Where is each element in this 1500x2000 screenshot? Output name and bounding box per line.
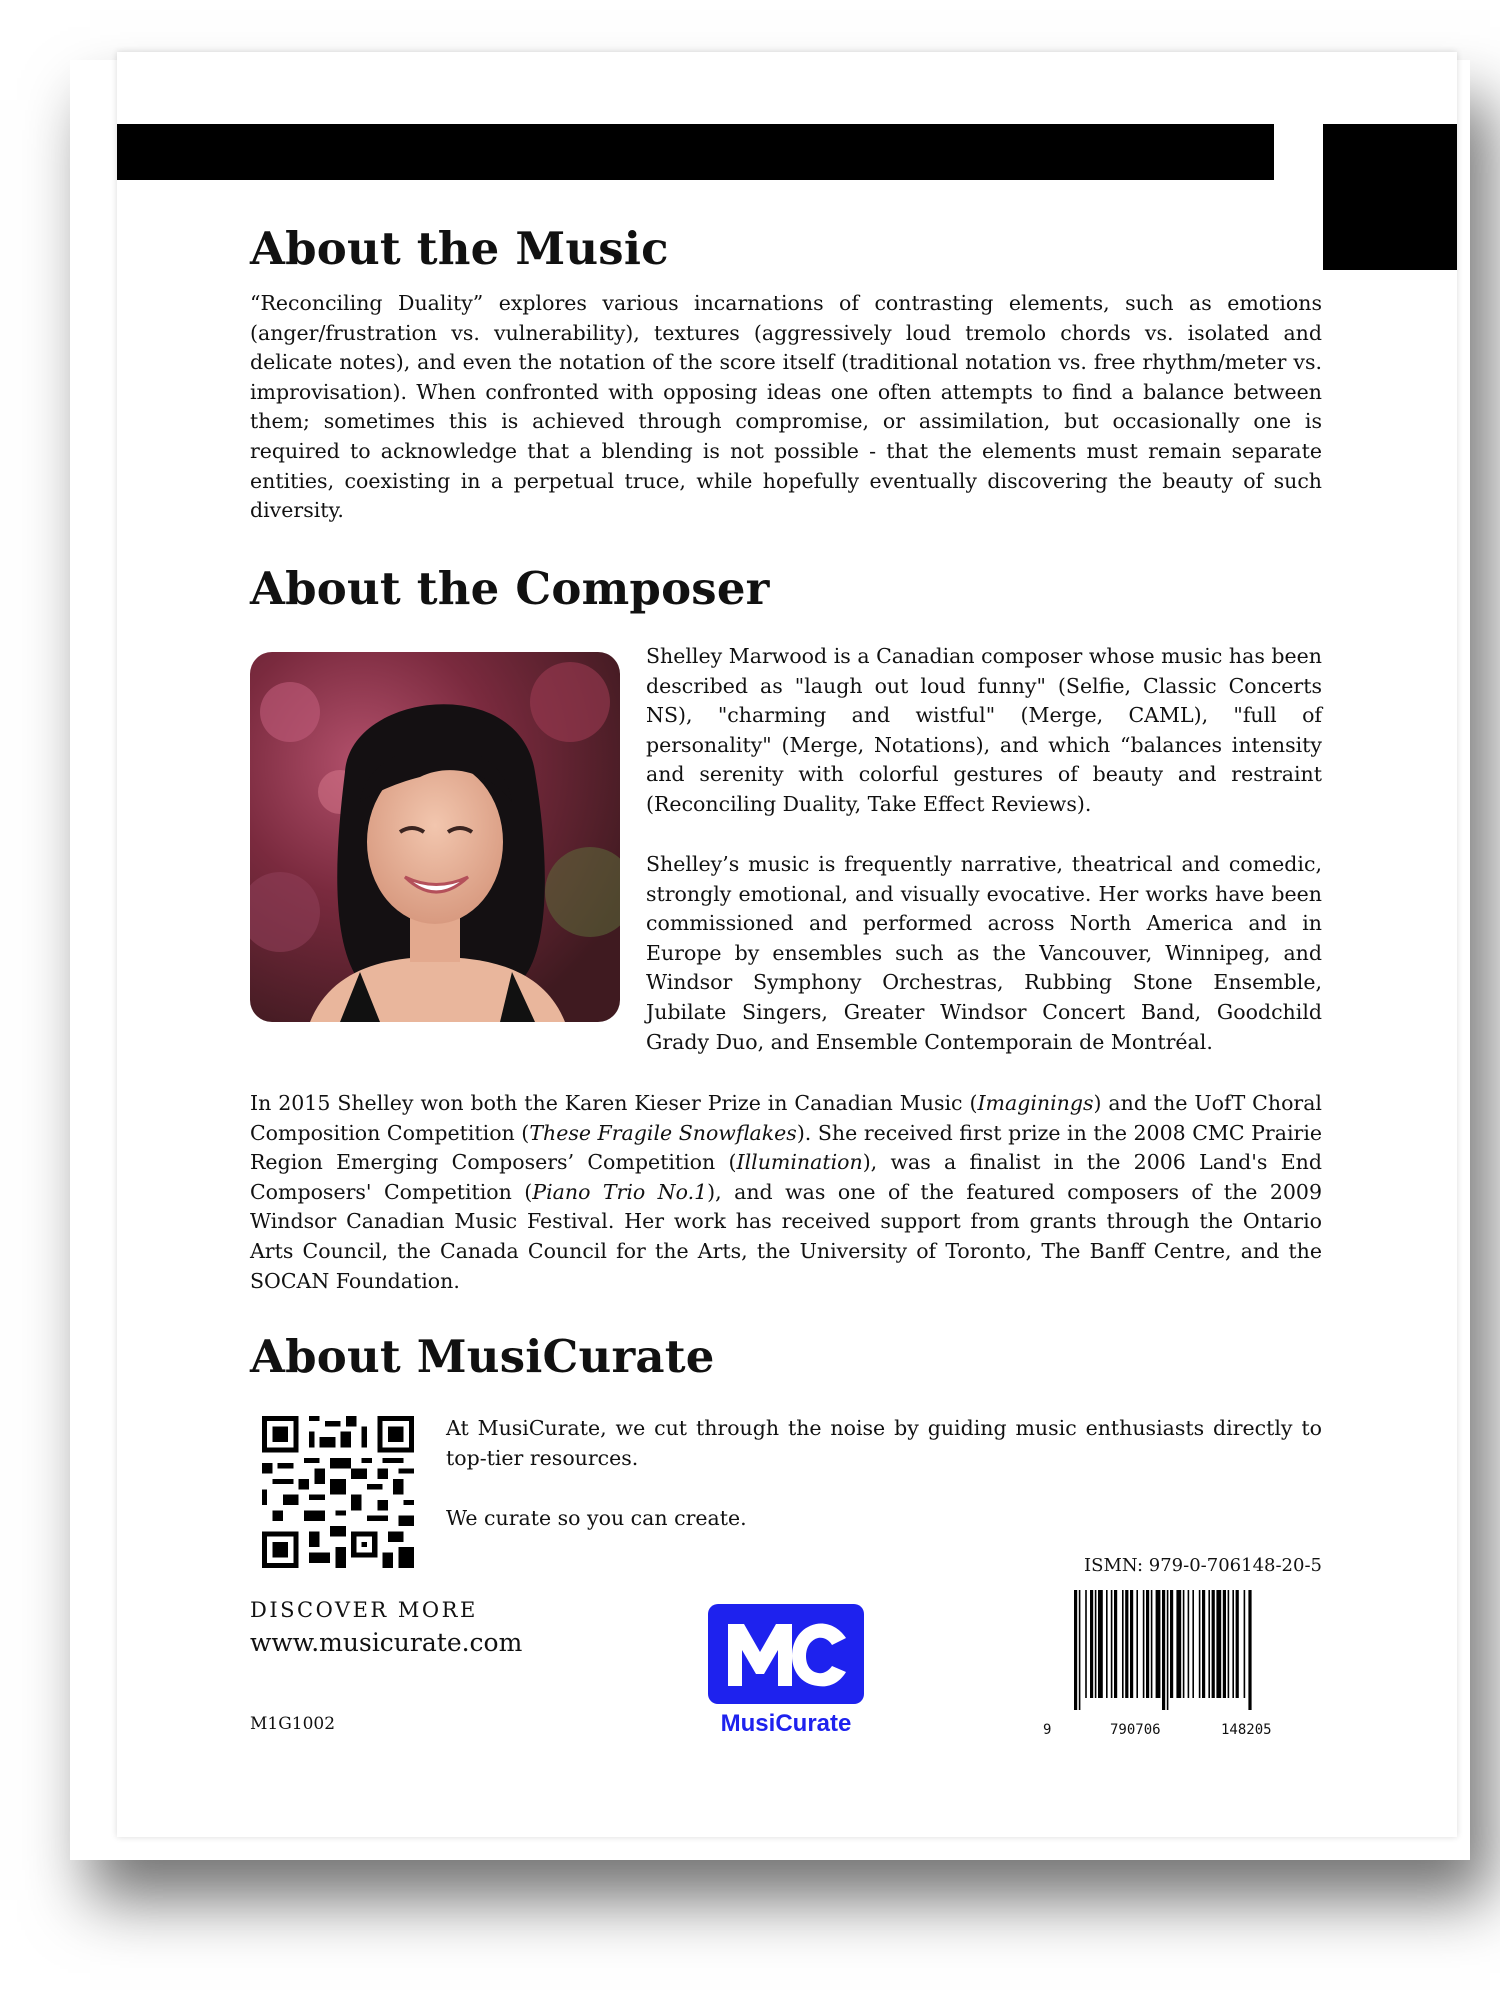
website-link[interactable]: www.musicurate.com — [250, 1628, 523, 1657]
barcode-bar — [1079, 1590, 1081, 1710]
music-description: “Reconciling Duality” explores various incarnations of contrasting elements, such as emotions (anger/frustration vs. vulnerability), textures (aggressively loud tremolo chords vs. isolated and delicate notes), and even the notation of the score itself (traditional notation vs. free rhythm/meter vs. improvisation). When confronted with opposing ideas one often attempts to find a balance between them; sometimes this is achieved through compromise, or assimilation, but occasionally one is required to acknowledge that a blending is not possible - that the elements must remain separate entities, coexisting in a perpetual truce, while hopefully eventually discovering the beauty of such diversity. — [250, 291, 1322, 523]
awards-work-4: Piano Trio No.1 — [532, 1179, 708, 1204]
top-black-bar — [117, 124, 1274, 180]
musicurate-tagline: We curate so you can create. — [446, 1506, 747, 1530]
barcode-bar — [1136, 1590, 1138, 1698]
composer-awards — [250, 1089, 1322, 1296]
barcode-digit-lead: 9 — [1043, 1722, 1052, 1738]
barcode-bar — [1146, 1590, 1149, 1698]
musicurate-logo-text: MusiCurate — [720, 1710, 852, 1737]
barcode-bar — [1125, 1590, 1128, 1698]
qr-code[interactable] — [262, 1416, 414, 1568]
barcode-bar — [1202, 1590, 1205, 1698]
barcode-bar — [1208, 1590, 1210, 1698]
awards-work-3: Illumination — [736, 1150, 863, 1175]
barcode-bar — [1244, 1590, 1246, 1698]
awards-text-1: In 2015 Shelley won both the Karen Kieser Prize in Canadian Music ( — [250, 1091, 978, 1115]
barcode-bar — [1236, 1590, 1239, 1698]
musicurate-heading: About MusiCurate — [250, 1330, 715, 1383]
barcode — [1072, 1590, 1322, 1730]
barcode-bar — [1167, 1590, 1169, 1710]
barcode-bar — [1188, 1590, 1190, 1698]
barcode-bar — [1085, 1590, 1087, 1698]
music-heading: About the Music — [250, 222, 669, 275]
awards-text-2: ) and the UofT Choral Composition Competition ( — [250, 1091, 1322, 1145]
barcode-bar — [1114, 1590, 1117, 1698]
composer-heading: About the Composer — [250, 562, 770, 615]
barcode-bar — [1130, 1590, 1133, 1698]
barcode-bars — [1072, 1590, 1322, 1710]
barcode-digits-right: 148205 — [1221, 1722, 1272, 1738]
barcode-bar — [1216, 1590, 1221, 1698]
barcode-bar — [1223, 1590, 1226, 1698]
musicurate-about: At MusiCurate, we cut through the noise by guiding music enthusiasts directly to top-tier resources. — [446, 1416, 1322, 1470]
barcode-bar — [1143, 1590, 1145, 1698]
barcode-bar — [1122, 1590, 1124, 1698]
barcode-bar — [1232, 1590, 1234, 1698]
corner-black-block — [1323, 124, 1457, 270]
barcode-bar — [1098, 1590, 1103, 1698]
discover-more-label: DISCOVER MORE — [250, 1598, 478, 1622]
catalog-code: M1G1002 — [250, 1714, 336, 1734]
barcode-bar — [1212, 1590, 1215, 1698]
awards-text-4: ), was a finalist in the 2006 Land's End Composers' Competition ( — [250, 1150, 1322, 1204]
musicurate-logo-icon — [708, 1604, 864, 1704]
composer-photo — [250, 652, 620, 1022]
barcode-bar — [1095, 1590, 1097, 1698]
barcode-bar — [1176, 1590, 1181, 1698]
barcode-bar — [1111, 1590, 1113, 1698]
awards-text-5: ), and was one of the featured composers of the 2009 Windsor Canadian Music Festival. Her work has received support from grants through the Ontario Arts Council, the Canada Council for the Arts, the University of Toronto, The Banff Centre, and the SOCAN Foundation. — [250, 1179, 1322, 1293]
barcode-bar — [1248, 1590, 1251, 1710]
barcode-bar — [1183, 1590, 1185, 1698]
barcode-bar — [1156, 1590, 1161, 1698]
barcode-bar — [1090, 1590, 1093, 1698]
barcode-bar — [1106, 1590, 1108, 1698]
ismn-number: ISMN: 979-0-706148-20-5 — [1084, 1555, 1322, 1576]
barcode-bar — [1192, 1590, 1194, 1698]
barcode-bar — [1228, 1590, 1230, 1698]
awards-work-2: These Fragile Snowflakes — [529, 1120, 797, 1145]
barcode-bar — [1170, 1590, 1173, 1698]
awards-work-1: Imaginings — [977, 1091, 1094, 1115]
barcode-bar — [1162, 1590, 1165, 1710]
composer-bio-1: Shelley Marwood is a Canadian composer whose music has been described as "laugh out loud funny" (Selfie, Classic Concerts NS), "charming and wistful" (Merge, CAML), "full of personality" (Merge, Notations), and which “balances intensity and serenity with colorful gestures of beauty and restraint (Reconciling Duality, Take Effect Reviews). — [646, 644, 1322, 816]
barcode-digits-left: 790706 — [1110, 1722, 1161, 1738]
composer-bio-2: Shelley’s music is frequently narrative, theatrical and comedic, strongly emotional, and visually evocative. Her works have been commissioned and performed across North America and in Europe by ensembles such as the Vancouver, Winnipeg, and Windsor Symphony Orchestras, Rubbing Stone Ensemble, Jubilate Singers, Greater Windsor Concert Band, Goodchild Grady Duo, and Ensemble Contemporain de Montréal. — [646, 852, 1322, 1054]
awards-text-3: ). She received first prize in the 2008 CMC Prairie Region Emerging Composers’ Competition ( — [250, 1120, 1323, 1175]
barcode-bar — [1199, 1590, 1201, 1698]
barcode-bar — [1151, 1590, 1153, 1698]
barcode-bar — [1074, 1590, 1077, 1710]
